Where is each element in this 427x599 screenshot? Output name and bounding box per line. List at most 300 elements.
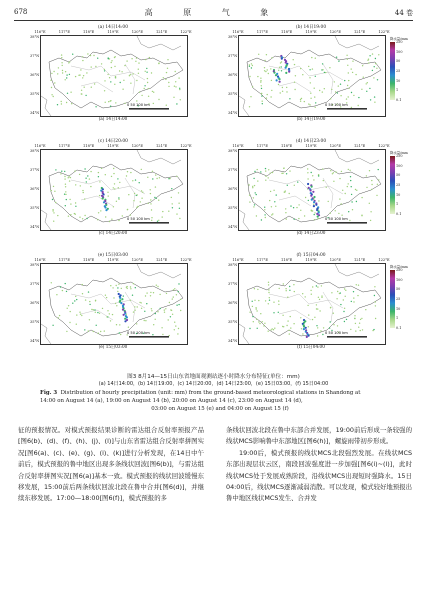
station-dot bbox=[257, 289, 258, 290]
station-dot bbox=[145, 71, 146, 72]
station-dot bbox=[356, 201, 357, 202]
x-tick-label: 117°E bbox=[256, 30, 268, 34]
map-area bbox=[238, 35, 386, 117]
station-dot bbox=[109, 58, 110, 59]
station-dot bbox=[151, 310, 152, 311]
station-dot bbox=[330, 98, 331, 99]
station-dot bbox=[258, 54, 259, 55]
station-dot bbox=[153, 292, 154, 293]
station-dot bbox=[284, 191, 285, 192]
station-dot bbox=[157, 286, 158, 287]
station-dot bbox=[266, 97, 267, 98]
y-tick-label: 34°N bbox=[30, 339, 40, 343]
station-dot bbox=[67, 93, 68, 94]
station-dot bbox=[179, 208, 180, 209]
station-dot bbox=[342, 190, 343, 191]
station-dot bbox=[307, 178, 308, 179]
station-dot bbox=[351, 68, 352, 69]
station-dot bbox=[113, 206, 114, 207]
station-dot bbox=[53, 186, 54, 187]
station-dot bbox=[180, 310, 181, 311]
station-dot bbox=[105, 102, 106, 103]
station-dot bbox=[273, 302, 274, 303]
station-dot bbox=[69, 74, 70, 75]
station-dot bbox=[361, 89, 362, 90]
station-dot bbox=[253, 321, 254, 322]
station-dot bbox=[348, 72, 349, 73]
heavy-rain-dot bbox=[312, 191, 314, 193]
y-tick-label: 35°N bbox=[30, 92, 40, 96]
scale-bar bbox=[327, 222, 367, 224]
station-dot bbox=[97, 58, 98, 59]
station-dot bbox=[310, 290, 311, 291]
station-dot bbox=[162, 334, 163, 335]
station-dot bbox=[346, 55, 347, 56]
province-boundary bbox=[49, 50, 183, 108]
legend-label: 0.1 bbox=[396, 326, 402, 330]
station-dot bbox=[261, 219, 262, 220]
station-dot bbox=[52, 210, 53, 211]
station-dot bbox=[148, 203, 149, 204]
station-dot bbox=[65, 283, 66, 284]
station-dot bbox=[375, 318, 376, 319]
heavy-rain-dot bbox=[306, 336, 308, 338]
station-dot bbox=[155, 313, 156, 314]
station-dot bbox=[135, 287, 136, 288]
station-dot bbox=[120, 82, 121, 83]
station-dot bbox=[140, 201, 141, 202]
station-dot bbox=[254, 171, 255, 172]
station-dot bbox=[115, 102, 116, 103]
station-dot bbox=[168, 319, 169, 320]
station-dot bbox=[169, 302, 170, 303]
station-dot bbox=[76, 324, 77, 325]
station-dot bbox=[68, 216, 69, 217]
x-tick-label: 122°E bbox=[180, 258, 192, 262]
station-dot bbox=[178, 304, 179, 305]
station-dot bbox=[106, 297, 107, 298]
station-dot bbox=[127, 171, 128, 172]
x-tick-label: 118°E bbox=[83, 30, 95, 34]
station-dot bbox=[318, 174, 319, 175]
station-dot bbox=[374, 66, 375, 67]
station-dot bbox=[254, 300, 255, 301]
heavy-rain-dot bbox=[103, 201, 105, 203]
station-dot bbox=[158, 220, 159, 221]
station-dot bbox=[263, 325, 264, 326]
panel-subcaption: (d) 14日23:00 bbox=[296, 230, 326, 235]
station-dot bbox=[316, 285, 317, 286]
station-dot bbox=[283, 283, 284, 284]
body-left-paragraph: 征的预报情况。对模式预报结果诊断的雷达组合反射率预报产品[图6(b)、(d)、(f)、(h)、(j)、(l)]与山东省雷达组合反射率拼图实况[图6(a)、(c)、(e)、(g)、(i)、(k)]进行分析发现，在14日中午前后，模式预报的鲁中地区出现多条线状回波[图6(b)]，与雷达组合反射率拼图实况[图6(a)]基本一致。模式预报的线状回波缓慢东移发展，15:00前后两条线状回波北段在鲁中合并[图6(d)]，并继续东移发展。17:00—18:00[图6(f)]，模式预报的多 bbox=[18, 426, 204, 503]
scale-bar-label: 0 50 100 km bbox=[127, 331, 150, 335]
station-dot bbox=[97, 219, 98, 220]
station-dot bbox=[130, 214, 131, 215]
station-dot bbox=[87, 175, 88, 176]
station-dot bbox=[111, 67, 112, 68]
y-tick-labels bbox=[30, 263, 40, 343]
station-dot bbox=[315, 58, 316, 59]
station-dot bbox=[317, 335, 318, 336]
station-dot bbox=[265, 170, 266, 171]
station-dot bbox=[345, 290, 346, 291]
station-dot bbox=[66, 199, 67, 200]
y-tick-label: 36°N bbox=[30, 73, 40, 77]
heavy-rain-dot bbox=[288, 71, 290, 73]
station-dot bbox=[180, 299, 181, 300]
station-dot bbox=[333, 313, 334, 314]
station-dot bbox=[130, 74, 131, 75]
station-dot bbox=[99, 313, 100, 314]
station-dot bbox=[62, 65, 63, 66]
x-tick-label: 117°E bbox=[58, 144, 70, 148]
station-dot bbox=[298, 204, 299, 205]
station-dot bbox=[254, 204, 255, 205]
station-dot bbox=[112, 287, 113, 288]
station-dot bbox=[167, 68, 168, 69]
station-dot bbox=[118, 187, 119, 188]
station-dot bbox=[336, 298, 337, 299]
legend-label: 1 bbox=[396, 316, 399, 321]
station-dot bbox=[79, 312, 80, 313]
station-dot bbox=[100, 210, 101, 211]
station-dot bbox=[260, 80, 261, 81]
legend-title: 降水量/mm bbox=[390, 37, 408, 41]
station-dot bbox=[58, 67, 59, 68]
station-dot bbox=[269, 300, 270, 301]
station-dot bbox=[53, 71, 54, 72]
station-dot bbox=[163, 77, 164, 78]
station-dot bbox=[300, 101, 301, 102]
legend-color-bar bbox=[390, 270, 395, 328]
province-boundary bbox=[49, 164, 183, 222]
station-dot bbox=[293, 284, 294, 285]
station-dot bbox=[155, 186, 156, 187]
x-tick-label: 117°E bbox=[256, 258, 268, 262]
station-dot bbox=[371, 184, 372, 185]
station-dot bbox=[343, 311, 344, 312]
station-dot bbox=[124, 65, 125, 66]
station-dot bbox=[141, 95, 142, 96]
station-dot bbox=[272, 172, 273, 173]
station-dot bbox=[154, 197, 155, 198]
station-dot bbox=[274, 201, 275, 202]
station-dot bbox=[150, 203, 151, 204]
station-dot bbox=[311, 294, 312, 295]
y-tick-label: 34°N bbox=[228, 111, 238, 115]
station-dot bbox=[141, 190, 142, 191]
station-dot bbox=[139, 302, 140, 303]
station-dot bbox=[268, 289, 269, 290]
station-dot bbox=[133, 311, 134, 312]
station-dot bbox=[141, 198, 142, 199]
station-dot bbox=[71, 103, 72, 104]
station-dot bbox=[179, 89, 180, 90]
station-dot bbox=[69, 322, 70, 323]
y-tick-label: 38°N bbox=[228, 263, 238, 267]
station-dot bbox=[264, 323, 265, 324]
station-dot bbox=[146, 72, 147, 73]
station-dot bbox=[278, 84, 279, 85]
x-tick-label: 120°E bbox=[329, 30, 341, 34]
station-dot bbox=[351, 301, 352, 302]
station-dot bbox=[319, 310, 320, 311]
y-tick-label: 38°N bbox=[30, 35, 40, 39]
station-dot bbox=[367, 82, 368, 83]
station-dot bbox=[110, 100, 111, 101]
heavy-rain-dot bbox=[311, 199, 313, 201]
station-dot bbox=[95, 106, 96, 107]
station-dot bbox=[351, 201, 352, 202]
station-dot bbox=[337, 291, 338, 292]
station-dot bbox=[82, 77, 83, 78]
station-dot bbox=[142, 192, 143, 193]
station-dot bbox=[377, 79, 378, 80]
station-dot bbox=[110, 320, 111, 321]
station-dot bbox=[178, 203, 179, 204]
scale-bar-label: 0 50 100 km bbox=[325, 331, 348, 335]
heavy-rain-dot bbox=[307, 183, 309, 185]
y-tick-labels bbox=[30, 35, 40, 115]
station-dot bbox=[321, 285, 322, 286]
station-dot bbox=[260, 81, 261, 82]
station-dot bbox=[70, 203, 71, 204]
heavy-rain-dot bbox=[278, 78, 280, 80]
legend-label: 0.1 bbox=[396, 98, 402, 102]
station-dot bbox=[156, 198, 157, 199]
station-dot bbox=[61, 54, 62, 55]
station-dot bbox=[70, 311, 71, 312]
station-dot bbox=[252, 301, 253, 302]
station-dot bbox=[107, 74, 108, 75]
station-dot bbox=[100, 331, 101, 332]
station-dot bbox=[265, 176, 266, 177]
station-dot bbox=[135, 61, 136, 62]
station-dot bbox=[93, 55, 94, 56]
station-dot bbox=[278, 312, 279, 313]
station-dot bbox=[132, 295, 133, 296]
station-dot bbox=[82, 56, 83, 57]
legend-label: 250 bbox=[396, 268, 403, 272]
station-dot bbox=[127, 209, 128, 210]
heavy-rain-dot bbox=[275, 74, 277, 76]
station-dot bbox=[348, 88, 349, 89]
station-dot bbox=[273, 312, 274, 313]
station-dot bbox=[64, 178, 65, 179]
station-dot bbox=[314, 212, 315, 213]
station-dot bbox=[323, 327, 324, 328]
station-dot bbox=[91, 66, 92, 67]
station-dot bbox=[307, 168, 308, 169]
legend-label: 100 bbox=[396, 49, 403, 54]
station-dot bbox=[361, 215, 362, 216]
station-dot bbox=[141, 308, 142, 309]
heavy-rain-dot bbox=[273, 72, 275, 74]
station-dot bbox=[370, 211, 371, 212]
station-dot bbox=[105, 216, 106, 217]
station-dot bbox=[353, 291, 354, 292]
station-dot bbox=[308, 103, 309, 104]
x-tick-label: 122°E bbox=[180, 30, 192, 34]
panel-subcaption: (e) 15日03:00 bbox=[98, 344, 128, 349]
heavy-rain-dot bbox=[118, 293, 120, 295]
station-dot bbox=[273, 329, 274, 330]
station-dot bbox=[322, 334, 323, 335]
station-dot bbox=[343, 299, 344, 300]
station-dot bbox=[150, 189, 151, 190]
station-dot bbox=[118, 197, 119, 198]
caption-en-line2: 14:00 on August 14 (a), 19:00 on August 14 (b), 20:00 on August 14 (c), 23:00 on August 14 (d), bbox=[40, 397, 303, 404]
station-dot bbox=[65, 205, 66, 206]
station-dot bbox=[329, 327, 330, 328]
x-tick-label: 120°E bbox=[329, 258, 341, 262]
station-dot bbox=[115, 77, 116, 78]
station-dot bbox=[268, 303, 269, 304]
station-dot bbox=[267, 94, 268, 95]
station-dot bbox=[325, 72, 326, 73]
scale-bar-label: 0 50 100 km bbox=[325, 217, 348, 221]
station-dot bbox=[146, 68, 147, 69]
station-dot bbox=[81, 90, 82, 91]
station-dot bbox=[278, 304, 279, 305]
page-header bbox=[0, 6, 427, 20]
station-dot bbox=[282, 315, 283, 316]
station-dot bbox=[257, 76, 258, 77]
station-dot bbox=[253, 206, 254, 207]
province-boundary bbox=[247, 164, 381, 222]
station-dot bbox=[349, 170, 350, 171]
station-dot bbox=[150, 295, 151, 296]
station-dot bbox=[145, 59, 146, 60]
heavy-rain-dot bbox=[305, 327, 307, 329]
heavy-rain-dot bbox=[303, 328, 305, 330]
station-dot bbox=[147, 177, 148, 178]
station-dot bbox=[249, 66, 250, 67]
station-dot bbox=[111, 176, 112, 177]
station-dot bbox=[371, 180, 372, 181]
station-dot bbox=[304, 215, 305, 216]
station-dot bbox=[122, 215, 123, 216]
station-dot bbox=[141, 169, 142, 170]
station-dot bbox=[344, 308, 345, 309]
station-dot bbox=[151, 72, 152, 73]
station-dot bbox=[116, 285, 117, 286]
station-dot bbox=[366, 175, 367, 176]
station-dot bbox=[113, 168, 114, 169]
station-dot bbox=[252, 65, 253, 66]
station-dot bbox=[339, 198, 340, 199]
station-dot bbox=[295, 75, 296, 76]
station-dot bbox=[305, 296, 306, 297]
station-dot bbox=[283, 326, 284, 327]
station-dot bbox=[309, 104, 310, 105]
station-dot bbox=[99, 181, 100, 182]
station-dot bbox=[352, 209, 353, 210]
station-dot bbox=[294, 82, 295, 83]
x-tick-label: 116°E bbox=[34, 30, 46, 34]
legend-label: 100 bbox=[396, 277, 403, 282]
station-dot bbox=[312, 175, 313, 176]
station-dot bbox=[83, 192, 84, 193]
station-dot bbox=[138, 73, 139, 74]
panel-subcaption: (f) 15日04:00 bbox=[297, 344, 325, 349]
x-tick-label: 122°E bbox=[378, 30, 390, 34]
station-dot bbox=[321, 297, 322, 298]
province-boundary bbox=[247, 50, 381, 108]
station-dot bbox=[251, 67, 252, 68]
station-dot bbox=[256, 319, 257, 320]
station-dot bbox=[82, 190, 83, 191]
station-dot bbox=[178, 77, 179, 78]
station-dot bbox=[369, 88, 370, 89]
station-dot bbox=[309, 77, 310, 78]
station-dot bbox=[264, 209, 265, 210]
station-dot bbox=[173, 296, 174, 297]
station-dot bbox=[329, 67, 330, 68]
station-dot bbox=[285, 212, 286, 213]
y-tick-label: 37°N bbox=[228, 54, 238, 58]
station-dot bbox=[257, 180, 258, 181]
legend-title: 降水量/mm bbox=[390, 151, 408, 155]
station-dot bbox=[180, 99, 181, 100]
legend-label: 1 bbox=[396, 88, 399, 93]
station-dot bbox=[81, 93, 82, 94]
station-dot bbox=[378, 169, 379, 170]
station-dot bbox=[316, 325, 317, 326]
legend-label: 25 bbox=[396, 297, 401, 301]
station-dot bbox=[308, 66, 309, 67]
station-dot bbox=[331, 292, 332, 293]
station-dot bbox=[350, 329, 351, 330]
station-dot bbox=[341, 171, 342, 172]
station-dot bbox=[257, 169, 258, 170]
station-dot bbox=[95, 312, 96, 313]
station-dot bbox=[130, 288, 131, 289]
station-dot bbox=[90, 55, 91, 56]
station-dot bbox=[178, 291, 179, 292]
station-dot bbox=[257, 328, 258, 329]
station-dot bbox=[126, 175, 127, 176]
y-tick-label: 36°N bbox=[228, 73, 238, 77]
station-dot bbox=[331, 89, 332, 90]
station-dot bbox=[84, 168, 85, 169]
station-dot bbox=[55, 202, 56, 203]
legend-label: 50 bbox=[396, 173, 401, 178]
station-dot bbox=[375, 63, 376, 64]
scale-bar bbox=[327, 336, 367, 338]
station-dot bbox=[117, 178, 118, 179]
heavy-rain-dot bbox=[285, 67, 287, 69]
y-tick-label: 38°N bbox=[30, 263, 40, 267]
station-dot bbox=[271, 206, 272, 207]
x-tick-label: 120°E bbox=[131, 258, 143, 262]
station-dot bbox=[352, 61, 353, 62]
station-dot bbox=[144, 320, 145, 321]
station-dot bbox=[65, 71, 66, 72]
map-panel-f bbox=[228, 252, 408, 352]
station-dot bbox=[61, 171, 62, 172]
x-tick-label: 116°E bbox=[34, 258, 46, 262]
station-dot bbox=[366, 187, 367, 188]
page-number: 678 bbox=[14, 8, 28, 16]
station-dot bbox=[265, 180, 266, 181]
station-dot bbox=[253, 178, 254, 179]
station-dot bbox=[268, 177, 269, 178]
station-dot bbox=[290, 316, 291, 317]
station-dot bbox=[144, 85, 145, 86]
station-dot bbox=[353, 95, 354, 96]
station-dot bbox=[314, 317, 315, 318]
